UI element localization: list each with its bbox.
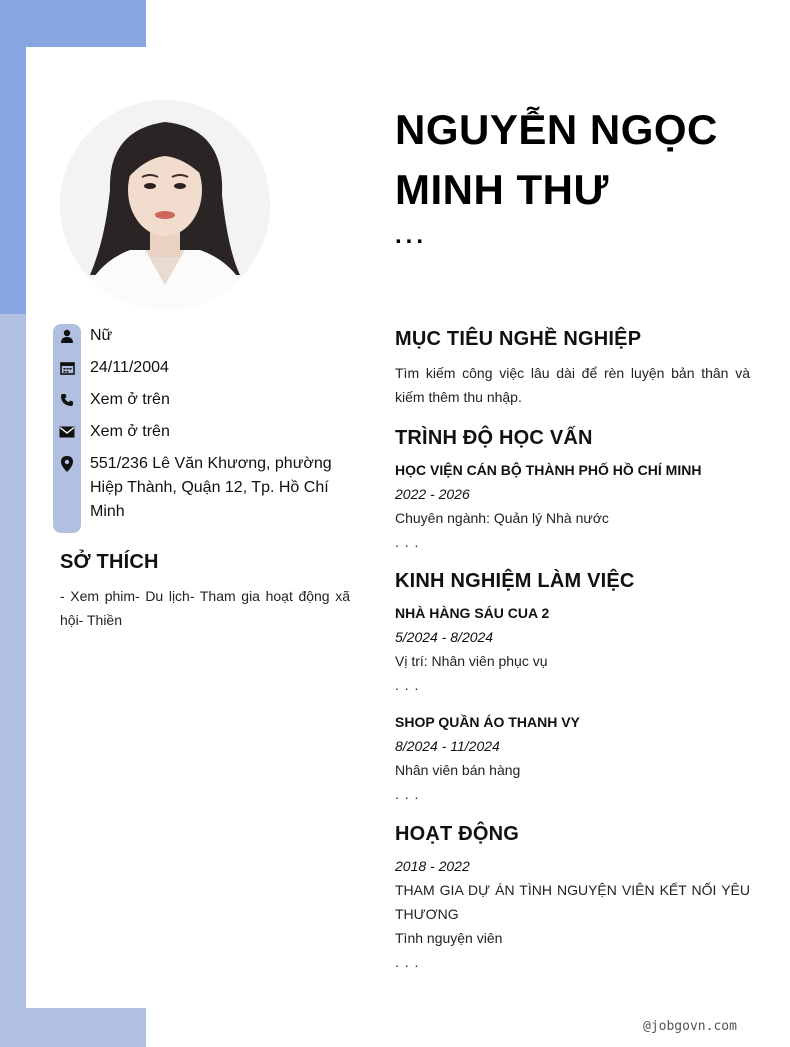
birthday-value: 24/11/2004 (90, 359, 169, 376)
activities-title: HOẠT ĐỘNG (395, 823, 520, 845)
calendar-icon (53, 356, 81, 380)
education-period: 2022 - 2026 (395, 486, 470, 502)
contact-phone (53, 388, 353, 412)
contact-email (53, 420, 353, 444)
education-ellipsis: . . . (395, 534, 420, 550)
site-watermark: @jobgovn.com (643, 1019, 737, 1034)
contact-birthday (53, 356, 353, 380)
experience-section (395, 568, 750, 806)
address-value: 551/236 Lê Văn Khương, phường Hiệp Thành, Quận 12, Tp. Hồ Chí Minh (90, 455, 332, 520)
activities-section (395, 821, 750, 974)
candidate-name (395, 100, 718, 220)
hobbies-section (60, 549, 350, 632)
experience-title: KINH NGHIỆM LÀM VIỆC (395, 570, 635, 592)
job-item (395, 710, 750, 806)
activity-period: 2018 - 2022 (395, 858, 470, 874)
person-icon (53, 324, 81, 348)
phone-icon (53, 388, 81, 412)
portrait-illustration (60, 100, 270, 310)
school-name: HỌC VIỆN CÁN BỘ THÀNH PHỐ HỒ CHÍ MINH (395, 462, 702, 478)
objective-text: Tìm kiếm công việc lâu dài để rèn luyện bản thân và kiếm thêm thu nhập. (395, 365, 750, 405)
name-line-2: MINH THƯ (395, 166, 609, 213)
education-title: TRÌNH ĐỘ HỌC VẤN (395, 427, 593, 449)
profile-photo (60, 100, 270, 310)
job-company: NHÀ HÀNG SÁU CUA 2 (395, 605, 550, 621)
phone-value[interactable]: Xem ở trên (90, 391, 170, 408)
location-pin-icon (53, 452, 81, 476)
activity-ellipsis: . . . (395, 954, 420, 970)
job-company: SHOP QUẦN ÁO THANH VY (395, 714, 580, 730)
objective-title: MỤC TIÊU NGHỀ NGHIỆP (395, 328, 642, 350)
objective-section (395, 326, 750, 409)
decor-band-left (0, 314, 26, 1047)
email-value[interactable]: Xem ở trên (90, 423, 170, 440)
job-period: 5/2024 - 8/2024 (395, 629, 494, 645)
contact-list (53, 324, 353, 532)
education-section (395, 425, 750, 554)
education-major: Chuyên ngành: Quản lý Nhà nước (395, 510, 609, 526)
gender-value: Nữ (90, 327, 113, 344)
activity-name: THAM GIA DỰ ÁN TÌNH NGUYỆN VIÊN KẾT NỐI YÊU THƯƠNG (395, 882, 750, 922)
name-ellipsis: ... (395, 222, 428, 249)
job-role: Vị trí: Nhân viên phục vụ (395, 653, 548, 669)
job-ellipsis: . . . (395, 786, 420, 802)
job-period: 8/2024 - 11/2024 (395, 738, 500, 754)
hobbies-title: SỞ THÍCH (60, 551, 159, 573)
contact-gender (53, 324, 353, 348)
activity-role: Tình nguyện viên (395, 930, 503, 946)
job-ellipsis: . . . (395, 677, 420, 693)
hobbies-text: - Xem phim- Du lịch- Tham gia hoạt động xã hội- Thiền (60, 588, 350, 628)
decor-band-bottom (0, 1008, 146, 1047)
contact-address (53, 452, 353, 524)
email-icon (53, 420, 81, 444)
job-item (395, 601, 750, 697)
job-role: Nhân viên bán hàng (395, 762, 521, 778)
name-line-1: NGUYỄN NGỌC (395, 106, 718, 153)
